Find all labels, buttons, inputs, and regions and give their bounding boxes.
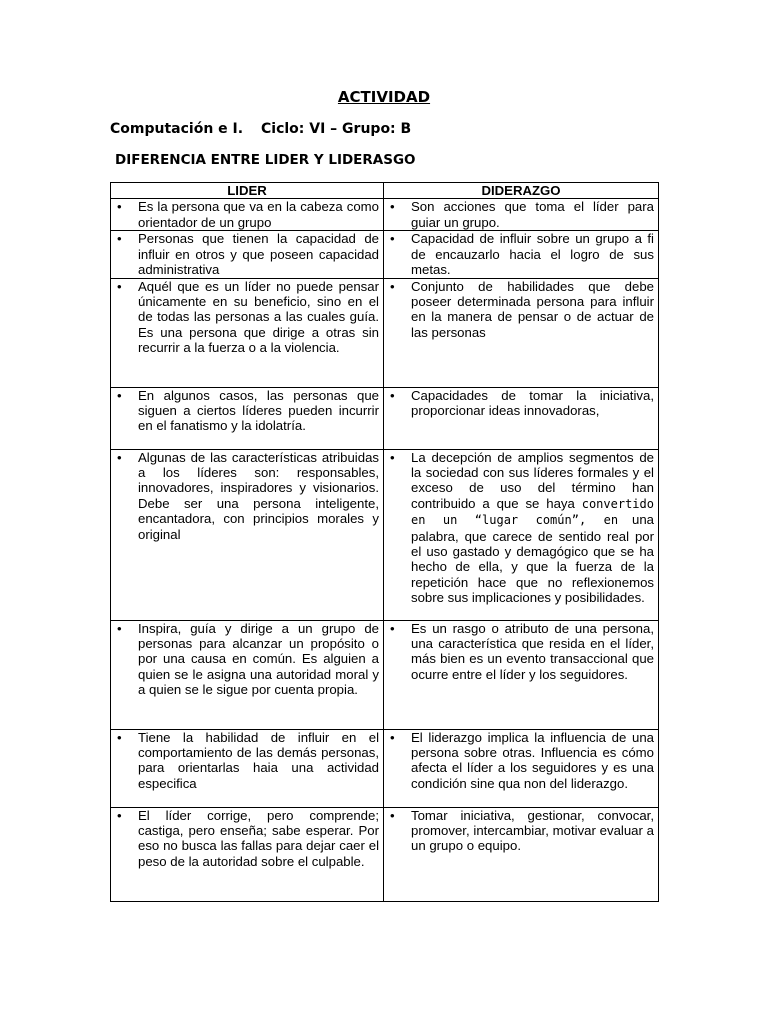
table-header-row	[111, 183, 659, 199]
table-row	[111, 620, 659, 729]
lider-cell: • Es la persona que va en la cabeza como orientador de un grupo	[111, 199, 384, 231]
liderazgo-cell: • Son acciones que toma el líder para guiar un grupo.	[384, 199, 659, 231]
table-row	[111, 449, 659, 620]
liderazgo-cell	[384, 449, 659, 620]
table-row	[111, 278, 659, 387]
liderazgo-cell: • Capacidades de tomar la iniciativa, proporcionar ideas innovadoras,	[384, 387, 659, 449]
liderazgo-cell: • Tomar iniciativa, gestionar, convocar, promover, intercambiar, motivar evaluar a un grupo o equipo.	[384, 807, 659, 901]
header-liderazgo: DIDERAZGO	[384, 183, 659, 199]
liderazgo-cell: • Conjunto de habilidades que debe poseer determinada persona para influir en la manera de pensar o de actuar de las personas	[384, 278, 659, 387]
table-row	[111, 231, 659, 278]
liderazgo-text-mono: convertido en un “lugar común”, en	[411, 496, 654, 528]
section-heading: DIFERENCIA ENTRE LIDER Y LIDERASGO	[115, 152, 416, 168]
table-row	[111, 199, 659, 231]
liderazgo-cell: • Capacidad de influir sobre un grupo a fi de encauzarlo hacia el logro de sus metas.	[384, 231, 659, 278]
table-row	[111, 807, 659, 901]
lider-cell: • Personas que tienen la capacidad de influir en otros y que poseen capacidad administrativa	[111, 231, 384, 278]
liderazgo-cell: • Es un rasgo o atributo de una persona, una característica que resida en el líder, más bien es un evento transaccional que ocurre entre el líder y los seguidores.	[384, 620, 659, 729]
table-row	[111, 729, 659, 807]
header-lider: LIDER	[111, 183, 384, 199]
course-label: Computación e I.	[110, 121, 244, 137]
lider-cell: • Tiene la habilidad de influir en el comportamiento de las demás personas, para orientarlas haia una actividad especifica	[111, 729, 384, 807]
liderazgo-text-part: una palabra, que carece de sentido real por el uso gastado y demagógico que se ha hecho de ella, y que la fuerza de la repetición hace que no reflexionemos sobre sus implicaciones y posibilidades.	[411, 512, 655, 606]
lider-cell: • Inspira, guía y dirige a un grupo de personas para alcanzar un propósito o por una causa en común. Es alguien a quien se le asigna una autoridad moral y a quien se le sigue por cuenta propia.	[111, 620, 384, 729]
liderazgo-text-part: La decepción de amplios segmentos de la sociedad con sus líderes formales y el exceso de uso del término han contribuido a que se haya	[411, 449, 654, 511]
table-row	[111, 387, 659, 449]
lider-cell: • En algunos casos, las personas que siguen a ciertos líderes pueden incurrir en el fanatismo y la idolatría.	[111, 387, 384, 449]
lider-cell: • Aquél que es un líder no puede pensar únicamente en su beneficio, sino en el de todas las personas a las cuales guía. Es una persona que dirige a otras sin recurrir a la fuerza o a la violencia.	[111, 278, 384, 387]
document-title: ACTIVIDAD	[337, 88, 431, 106]
lider-cell: • El líder corrige, pero comprende; castiga, pero enseña; sabe esperar. Por eso no busca las fallas para dejar caer el peso de la autoridad sobre el culpable.	[111, 807, 384, 901]
comparison-table	[110, 182, 659, 902]
lider-cell: • Algunas de las características atribuidas a los líderes son: responsables, innovadores, inspiradores y visionarios. Debe ser una persona inteligente, encantadora, con principios morales y original	[111, 449, 384, 620]
liderazgo-cell: • El liderazgo implica la influencia de una persona sobre otras. Influencia es cómo afecta el líder a los seguidores y es una condición sine qua non del liderazgo.	[384, 729, 659, 807]
cycle-group-label: Ciclo: VI – Grupo: B	[261, 121, 412, 137]
